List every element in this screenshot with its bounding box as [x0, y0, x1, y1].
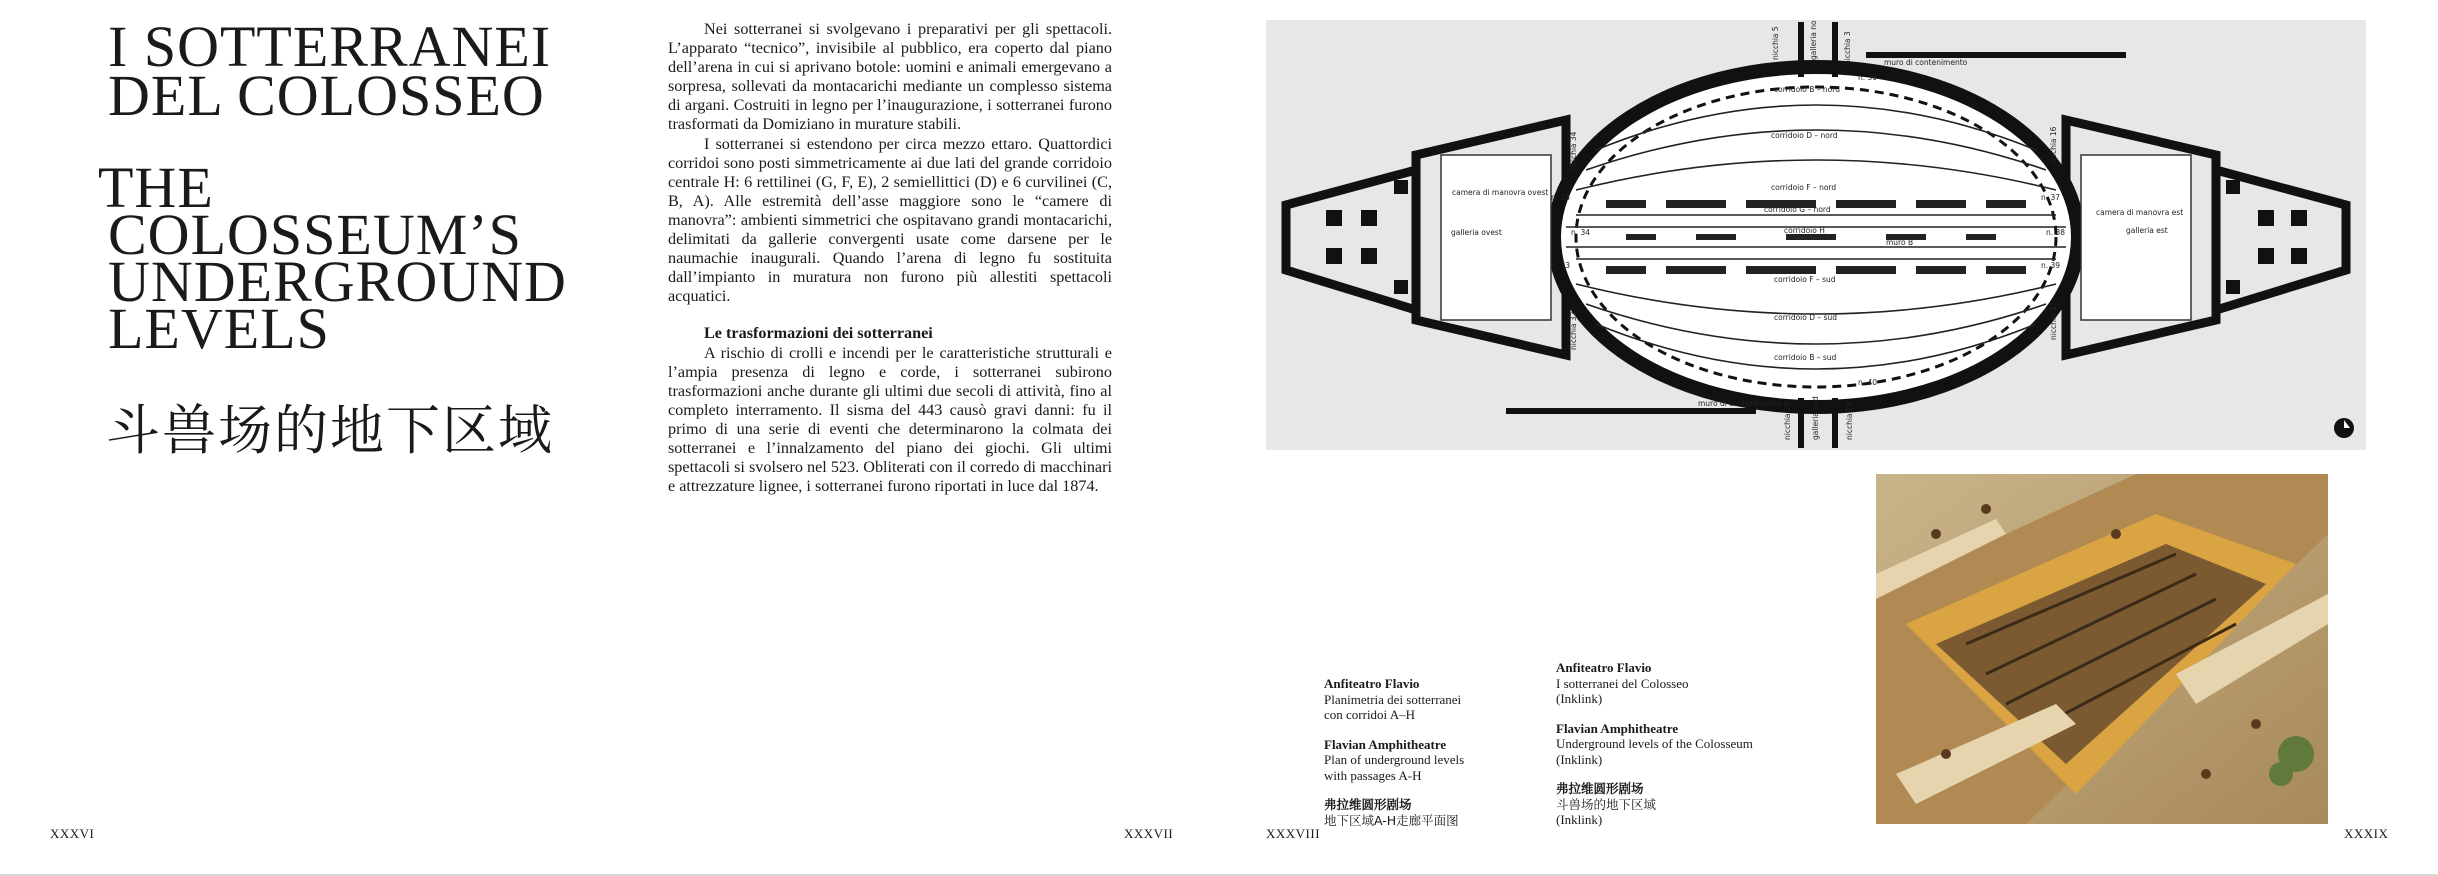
caption-title: Flavian Amphitheatre [1324, 736, 1447, 752]
title-english [98, 155, 567, 361]
caption-line: Planimetria dei sotterranei [1324, 691, 1462, 707]
caption-block [1556, 660, 1753, 707]
plan-label: n. 37 [2041, 193, 2061, 202]
plan-label: n. 38 [2046, 228, 2066, 237]
caption-line: I sotterranei del Colosseo [1556, 675, 1689, 691]
title-english-line: THE [98, 155, 214, 220]
plan-label: corridoio F – nord [1771, 183, 1837, 192]
paragraph: I sotterranei si estendono per circa mezzo ettaro. Quattordici corridoi sono posti simmetricamente ai due lati del grande corridoio centrale H: 6 rettilinei (G, F, E), 2 semiellittici (D) e 6 curvilinei (C, B, A). Alle estremità dell’asse maggiore sono le “camere di manovra”: ambienti simmetrici che ospitavano grandi montacarichi, delimitati da gallerie convergenti usate come darsene per le naumachie inaugurali. Quando l’arena di legno fu sostituita dall’impianto in muratura non furono più allestiti spettacoli acquatici. [668, 134, 1112, 306]
caption-illustration [1556, 660, 1753, 842]
page-number: XXXVIII [1266, 826, 1321, 841]
plan-label: nicchia 16 [2049, 126, 2058, 165]
caption-title: Anfiteatro Flavio [1324, 676, 1420, 691]
section-heading: Le trasformazioni dei sotterranei [704, 324, 933, 343]
plan-label: n. 34 [1571, 228, 1591, 237]
caption-title: 弗拉维圆形剧场 [1324, 797, 1412, 812]
plan-label: corridoio B – nord [1774, 85, 1840, 94]
caption-title: 弗拉维圆形剧场 [1556, 781, 1644, 796]
title-chinese: 斗兽场的地下区域 [106, 399, 554, 462]
plan-label: corridoio H [1784, 226, 1825, 235]
plan-label: n. 33 [1551, 261, 1571, 270]
plan-label: nicchia 17 [2049, 301, 2058, 340]
underground-illustration [1876, 474, 2328, 824]
caption-line: (Inklink) [1556, 751, 1603, 767]
title-italian-line: I SOTTERRANEI [108, 14, 552, 79]
plan-label: corridoio G – nord [1764, 205, 1831, 214]
plan-label: corridoio F – sud [1774, 275, 1836, 284]
north-arrow-icon [2334, 418, 2354, 438]
plan-label: nicchia 24 [1845, 401, 1854, 440]
page-number: XXXVI [50, 826, 95, 841]
plan-label: nicchia 5 [1771, 26, 1780, 60]
plan-label: camera di manovra est [2096, 208, 2184, 217]
plan-label: n. 36 [1858, 73, 1878, 82]
page-number: XXXVII [1124, 826, 1174, 841]
reconstruction-illustration [1876, 474, 2328, 824]
caption-line: Underground levels of the Colosseum [1556, 736, 1753, 751]
plan-label: muro di contenimento [1884, 58, 1968, 67]
plan-label: n. 39 [2041, 261, 2061, 270]
caption-plan [1324, 676, 1464, 842]
paragraph: A rischio di crolli e incendi per le caratteristiche strutturali e l’ampia presenza di legno e corde, i sotterranei subirono trasformazioni anche durante gli ultimi due secoli di attività, fino al completo interramento. Il sisma del 443 causò gravi danni: fu il primo di una serie di eventi che determinarono la colmata dei sotterranei e l’innalzamento del piano dei giochi. Gli ultimi spettacoli si svolsero nel 523. Obliterati con il corredo di macchinari e attrezzature lignee, i sotterranei furono riportati in luce dal 1874. [668, 343, 1112, 496]
title-english-line: LEVELS [108, 296, 330, 361]
plan-label: n. 40 [1858, 378, 1878, 387]
plan-label: corridoio B – sud [1774, 353, 1837, 362]
caption-line: (Inklink) [1556, 812, 1603, 827]
title-italian-line: DEL COLOSSEO [108, 63, 545, 128]
plan-label: galleria sud [1811, 396, 1820, 440]
body-text [668, 20, 1112, 496]
plan-label: nicchia 3 [1843, 31, 1852, 65]
plan-label: nicchia 32 [1569, 311, 1578, 350]
plan-label: corridoio D – nord [1771, 131, 1838, 140]
plan-label: galleria nord [1809, 20, 1818, 60]
caption-line: 斗兽场的地下区域 [1556, 796, 1657, 812]
plan-label: corridoio D – sud [1774, 313, 1837, 322]
page-number: XXXIX [2344, 826, 2389, 841]
caption-line: 地下区域A-H走廊平面图 [1324, 812, 1459, 828]
caption-line: with passages A-H [1324, 767, 1422, 783]
caption-block [1324, 797, 1464, 828]
plan-label: muro B [1886, 238, 1914, 247]
caption-block [1556, 721, 1753, 768]
title-english-line: UNDERGROUND [108, 249, 567, 314]
plan-label: galleria ovest [1451, 228, 1502, 237]
plan-label: camera di manovra ovest [1452, 188, 1549, 197]
title-italian [108, 14, 552, 128]
caption-block [1324, 737, 1464, 784]
caption-title: Anfiteatro Flavio [1556, 660, 1652, 675]
caption-block [1556, 781, 1753, 828]
caption-line: con corridoi A–H [1324, 707, 1415, 722]
underground-floor-plan [1266, 20, 2366, 450]
plan-label: nicchia 34 [1569, 131, 1578, 170]
plan-label: muro di contenimento [1698, 399, 1782, 408]
caption-title: Flavian Amphitheatre [1556, 720, 1679, 736]
plan-label: n. 35 [1551, 193, 1571, 202]
caption-line: (Inklink) [1556, 691, 1603, 706]
floor-plan-drawing [1266, 20, 2366, 450]
caption-block [1324, 676, 1464, 723]
plan-label: galleria est [2126, 226, 2168, 235]
caption-line: Plan of underground levels [1324, 752, 1465, 767]
paragraph: Nei sotterranei si svolgevano i preparativi per gli spettacoli. L’apparato “tecnico”, invisibile al pubblico, era coperto dal piano dell’arena in cui si aprivano botole: uomini e animali emergevano a sorpresa, sollevati da montacarichi mediante un complesso sistema di argani. Costruiti in legno per l’inaugurazione, i sotterranei furono trasformati da Domiziano in murature stabili. [668, 20, 1112, 134]
title-english-line: COLOSSEUM’S [108, 202, 522, 267]
plan-label: nicchia 25 [1783, 401, 1792, 440]
